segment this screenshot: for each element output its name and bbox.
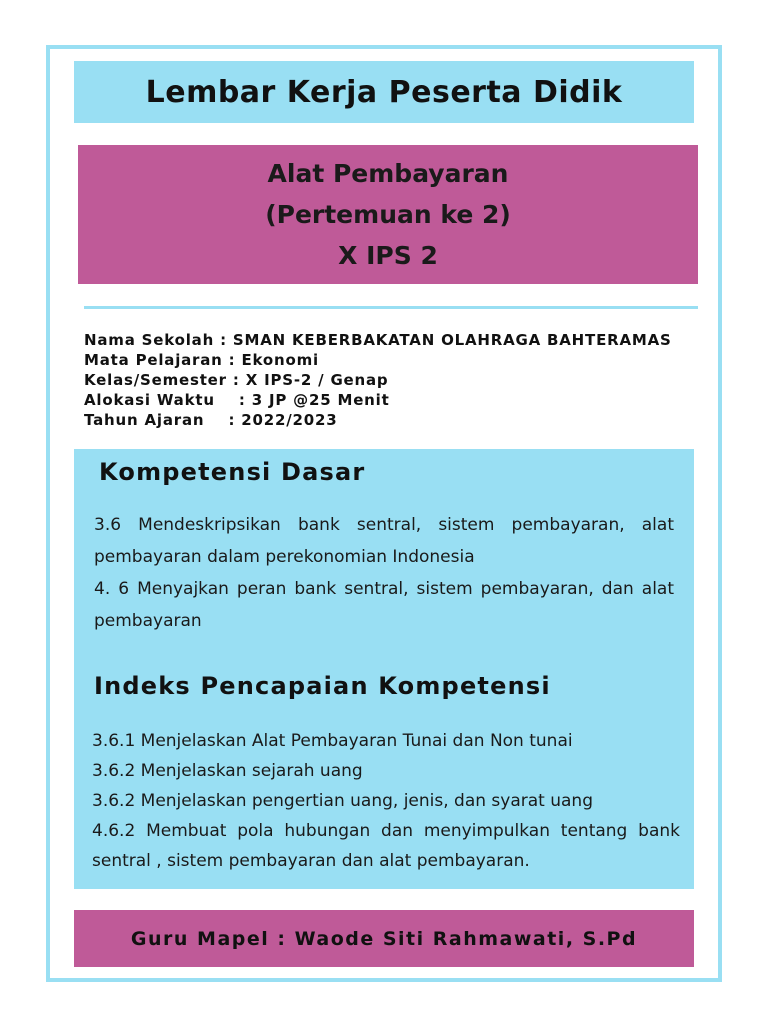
subject-title: Alat Pembayaran [267, 159, 509, 188]
school-info [84, 330, 704, 430]
info-academic-year: Tahun Ajaran : 2022/2023 [84, 411, 338, 429]
title-banner [74, 61, 694, 123]
indeks-heading: Indeks Pencapaian Kompetensi [94, 672, 551, 700]
divider-line [84, 306, 698, 309]
teacher-banner [74, 910, 694, 967]
info-school: Nama Sekolah : SMAN KEBERBAKATAN OLAHRAGA BAHTERAMAS [84, 331, 672, 349]
kompetensi-dasar-list [94, 509, 674, 637]
subject-banner [78, 145, 698, 284]
info-class-semester: Kelas/Semester : X IPS-2 / Genap [84, 371, 389, 389]
indeks-list [92, 726, 680, 876]
info-time-allocation: Alokasi Waktu : 3 JP @25 Menit [84, 391, 390, 409]
info-course: Mata Pelajaran : Ekonomi [84, 351, 319, 369]
subject-class: X IPS 2 [338, 241, 438, 270]
ipk-item: 4.6.2 Membuat pola hubungan dan menyimpulkan tentang bank sentral , sistem pembayaran dan alat pembayaran. [92, 821, 680, 871]
teacher-name: Guru Mapel : Waode Siti Rahmawati, S.Pd [130, 927, 638, 950]
kd-item: 4. 6 Menyajkan peran bank sentral, sistem pembayaran, dan alat pembayaran [94, 579, 674, 631]
kd-item: 3.6 Mendeskripsikan bank sentral, sistem pembayaran, alat pembayaran dalam perekonomian Indonesia [94, 515, 674, 567]
ipk-item: 3.6.2 Menjelaskan pengertian uang, jenis, dan syarat uang [92, 791, 593, 811]
subject-meeting: (Pertemuan ke 2) [265, 200, 511, 229]
ipk-item: 3.6.2 Menjelaskan sejarah uang [92, 761, 363, 781]
page-title: Lembar Kerja Peserta Didik [145, 74, 623, 110]
ipk-item: 3.6.1 Menjelaskan Alat Pembayaran Tunai dan Non tunai [92, 731, 573, 751]
kompetensi-dasar-heading: Kompetensi Dasar [99, 458, 366, 486]
